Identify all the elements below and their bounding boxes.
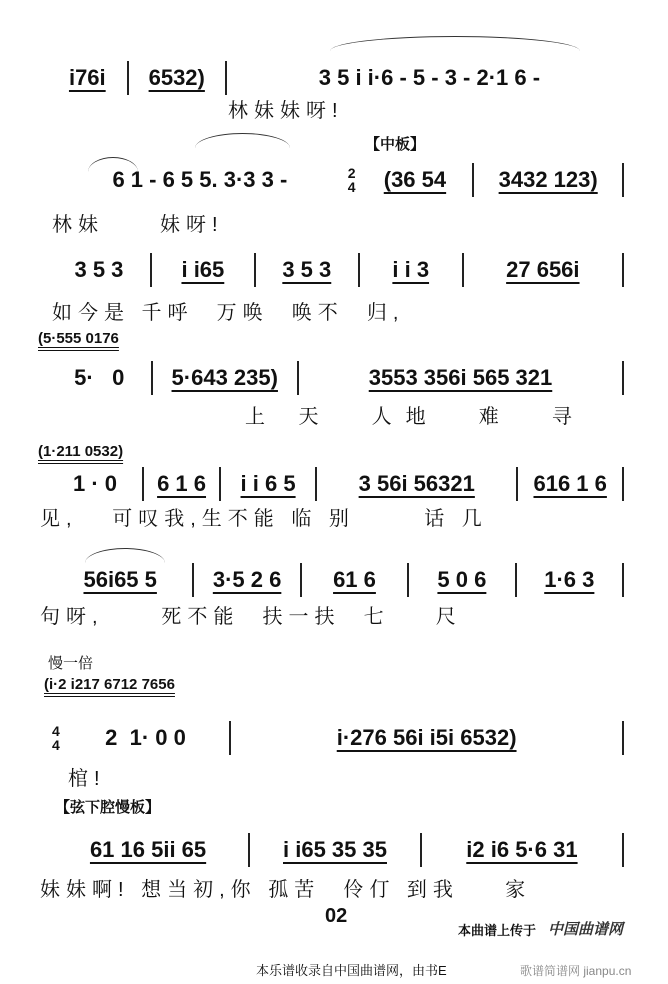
barline: [420, 833, 422, 867]
watermark: 歌谱简谱网 jianpu.cn: [520, 964, 632, 978]
measure: 3 5 i i·6 - 5 - 3 - 2·1 6 -: [318, 65, 541, 90]
score-line-3: [52, 254, 628, 286]
measure: 27 656i: [506, 257, 580, 282]
barline: [315, 467, 317, 501]
score-line-4: [52, 362, 628, 394]
barline: [297, 361, 299, 395]
intro-phrase: (i·2 i217 6712 7656: [44, 676, 175, 693]
score-line-5: [52, 468, 628, 500]
measure: 61 16 5ii 65: [89, 837, 207, 862]
barline: [622, 721, 624, 755]
measure: 3 5 3: [74, 257, 124, 282]
time-signature: 4 4: [52, 723, 60, 753]
barline: [254, 253, 256, 287]
barline: [622, 361, 624, 395]
barline: [127, 61, 129, 95]
barline: [622, 253, 624, 287]
barline: [248, 833, 250, 867]
lyrics: 妹妹啊! 想当初,你 孤苦 伶仃 到我 家: [40, 879, 532, 901]
barline: [150, 253, 152, 287]
barline: [472, 163, 474, 197]
score-line-2: [52, 164, 628, 196]
time-signature: 2 4: [347, 165, 356, 195]
barline: [622, 833, 624, 867]
lyrics: 见, 可叹我,生不能 临 别 话 几: [40, 508, 488, 530]
score-line-1: [52, 62, 628, 94]
barline: [516, 467, 518, 501]
intro-phrase: (1·211 0532): [38, 443, 124, 460]
lyrics: 林妹妹呀!: [228, 100, 344, 122]
measure: 56i65 5: [83, 567, 157, 592]
measure: 3·5 2 6: [212, 567, 282, 592]
barline: [229, 721, 231, 755]
upload-note: 本曲谱上传于: [458, 923, 537, 938]
measure: 616 1 6: [533, 471, 607, 496]
slur: [195, 133, 290, 148]
collected-note: 本乐谱收录自中国曲谱网，由书E: [256, 963, 447, 978]
measure: i76i: [68, 65, 106, 90]
barline: [192, 563, 194, 597]
measure: 1·6 3: [544, 567, 595, 592]
slur: [330, 36, 580, 51]
measure: i i65 35 35: [283, 837, 387, 862]
barline: [358, 253, 360, 287]
measure: 5·643 235): [171, 365, 278, 390]
tempo-marking: 【弦下腔慢板】: [55, 799, 161, 816]
lyrics: 棺!: [68, 768, 106, 790]
slur: [88, 157, 138, 172]
measure: i·276 56i i5i 6532): [336, 725, 517, 750]
measure: (36 54: [383, 167, 447, 192]
measure: 5· 0: [74, 365, 125, 390]
barline: [151, 361, 153, 395]
barline: [622, 563, 624, 597]
barline: [407, 563, 409, 597]
barline: [142, 467, 144, 501]
barline: [622, 467, 624, 501]
measure: i i 3: [392, 257, 430, 282]
lyrics: 林妹: [52, 214, 104, 236]
measure: i i65: [181, 257, 225, 282]
measure: 5 0 6: [437, 567, 487, 592]
measure: i i 6 5: [240, 471, 296, 496]
tempo-note: 慢一倍: [48, 655, 94, 672]
measure: 3 5 3: [282, 257, 332, 282]
barline: [622, 163, 624, 197]
lyrics: 上 天 人地 难 寻: [245, 406, 586, 428]
barline: [300, 563, 302, 597]
score-line-8: [52, 834, 628, 866]
measure: 1 · 0: [73, 471, 118, 496]
measure: 3 56i 56321: [358, 471, 475, 496]
barline: [462, 253, 464, 287]
measure: 61 6: [333, 567, 376, 592]
score-line-7: [52, 722, 628, 754]
measure: i2 i6 5·6 31: [466, 837, 578, 862]
measure: 6 1 6: [157, 471, 207, 496]
intro-phrase: (5·555 0176: [38, 330, 119, 347]
tempo-marking: 【中板】: [365, 136, 426, 153]
measure: 3432 123): [498, 167, 598, 192]
measure: 6532): [148, 65, 205, 90]
page-number: 02: [325, 905, 348, 927]
barline: [219, 467, 221, 501]
measure: 2 1· 0 0: [105, 725, 186, 750]
lyrics: 如今是 千呼 万唤 唤不 归,: [52, 302, 405, 324]
measure: 3553 356i 565 321: [368, 365, 553, 390]
measure: 6 1 - 6 5 5. 3·3 3 -: [112, 167, 288, 192]
lyrics: 句呀, 死不能 扶一扶 七 尺: [40, 606, 462, 628]
barline: [515, 563, 517, 597]
barline: [225, 61, 227, 95]
lyrics: 妹呀!: [160, 214, 224, 236]
score-line-6: [52, 564, 628, 596]
site-logo: 中国曲谱网: [548, 921, 624, 938]
slur: [85, 548, 165, 563]
